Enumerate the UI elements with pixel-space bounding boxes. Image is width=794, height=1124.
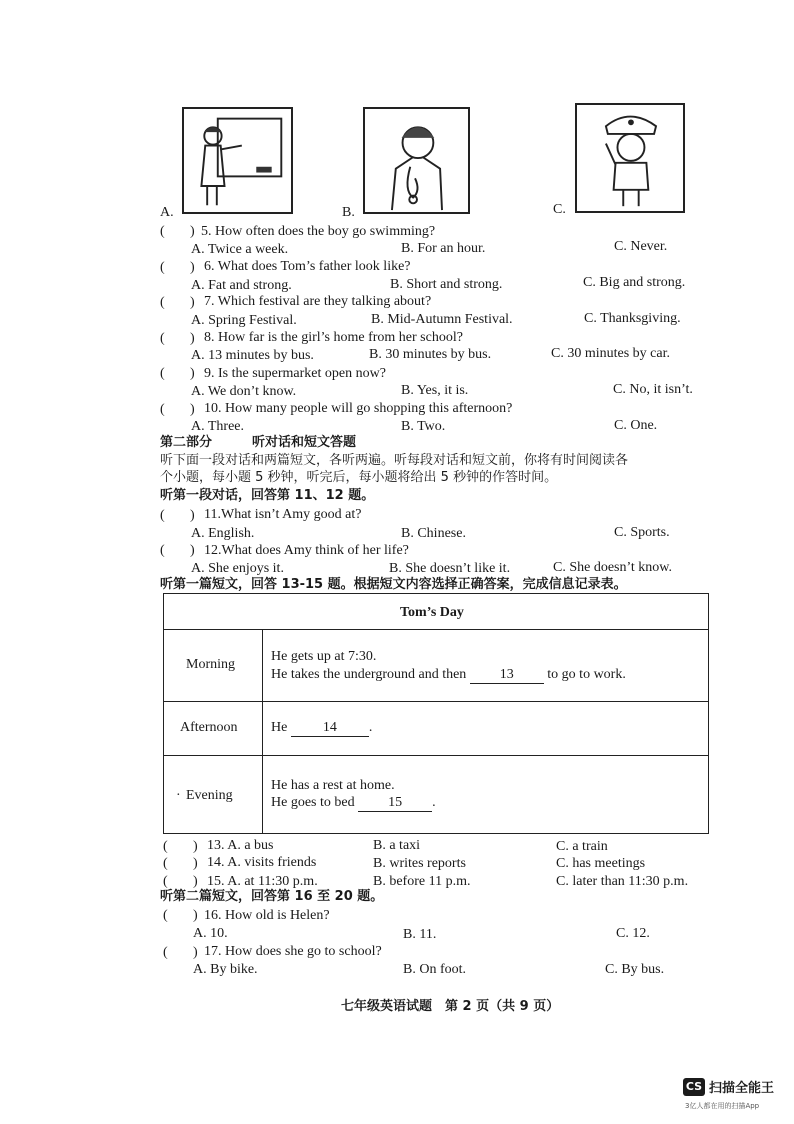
evening-line1: He has a rest at home. — [271, 778, 395, 793]
question-text: 12.What does Amy think of her life? — [204, 543, 409, 558]
option-a: A. Twice a week. — [191, 242, 289, 257]
question-text: 11.What isn’t Amy good at? — [204, 507, 362, 522]
answer-paren-close: ) — [193, 874, 198, 889]
answer-paren-close: ) — [190, 295, 195, 310]
option-c: C. later than 11:30 p.m. — [556, 874, 689, 889]
question-text: 8. How far is the girl’s home from her school? — [204, 330, 463, 345]
answer-paren-close: ) — [193, 839, 198, 854]
picture-a-label: A. — [160, 205, 174, 220]
blank-15[interactable]: 15 — [358, 795, 432, 812]
answer-paren[interactable]: ( — [160, 260, 165, 275]
answer-paren[interactable]: ( — [160, 224, 165, 239]
option-a: A. 10. — [193, 926, 228, 941]
info-table — [163, 593, 709, 834]
table-title: Tom’s Day — [400, 605, 464, 620]
picture-c-label: C. — [553, 202, 566, 217]
morning-line1: He gets up at 7:30. — [271, 649, 377, 664]
answer-paren[interactable]: ( — [163, 908, 168, 923]
option-b: B. Mid-Autumn Festival. — [371, 312, 513, 327]
answer-paren-close: ) — [193, 856, 198, 871]
answer-paren[interactable]: ( — [163, 945, 168, 960]
logo-mark: CS — [683, 1078, 705, 1096]
option-a: 13. A. a bus — [207, 838, 274, 853]
question-text: 10. How many people will go shopping this afternoon? — [204, 401, 513, 416]
answer-paren[interactable]: ( — [163, 856, 168, 871]
answer-paren[interactable]: ( — [160, 331, 165, 346]
option-b: B. Yes, it is. — [401, 383, 469, 398]
teacher-picture — [182, 107, 293, 214]
option-c: C. Thanksgiving. — [584, 311, 681, 326]
afternoon-line — [271, 720, 372, 737]
option-c: C. Sports. — [614, 525, 670, 540]
question-text: 9. Is the supermarket open now? — [204, 366, 386, 381]
afternoon-pre: He — [271, 720, 288, 735]
option-c: C. She doesn’t know. — [553, 560, 672, 575]
question-text: 6. What does Tom’s father look like? — [204, 259, 411, 274]
option-b: B. Chinese. — [401, 526, 466, 541]
answer-paren[interactable]: ( — [160, 366, 165, 381]
evening-line2-pre: He goes to bed — [271, 795, 355, 810]
question-text: 17. How does she go to school? — [204, 944, 382, 959]
option-c: C. By bus. — [605, 962, 665, 977]
answer-paren-close: ) — [190, 508, 195, 523]
option-a: A. By bike. — [193, 962, 258, 977]
option-a: A. She enjoys it. — [191, 561, 284, 576]
afternoon-label: Afternoon — [180, 720, 238, 735]
option-b: B. 11. — [403, 927, 437, 942]
logo-name: 扫描全能王 — [709, 1081, 775, 1096]
option-c: C. Big and strong. — [583, 275, 686, 290]
question-text: 7. Which festival are they talking about? — [204, 294, 432, 309]
passage1-heading: 听第一篇短文，回答 13-15 题。根据短文内容选择正确答案，完成信息记录表。 — [160, 577, 627, 592]
answer-paren-close: ) — [190, 543, 195, 558]
afternoon-post: . — [368, 720, 373, 735]
evening-label: Evening — [186, 788, 233, 803]
morning-line2-post: to go to work. — [547, 667, 626, 682]
option-a: A. 13 minutes by bus. — [191, 348, 314, 363]
option-a: 15. A. at 11:30 p.m. — [207, 874, 318, 889]
option-b: B. She doesn’t like it. — [389, 561, 511, 576]
option-b: B. Two. — [401, 419, 446, 434]
answer-paren[interactable]: ( — [160, 508, 165, 523]
option-a: A. Spring Festival. — [191, 313, 297, 328]
answer-paren-close: ) — [190, 224, 195, 239]
option-c: C. One. — [614, 418, 658, 433]
answer-paren[interactable]: ( — [160, 295, 165, 310]
answer-paren-close: ) — [193, 945, 198, 960]
passage2-heading: 听第二篇短文，回答第 16 至 20 题。 — [160, 889, 384, 904]
option-b: B. before 11 p.m. — [373, 874, 471, 889]
page-footer: 七年级英语试题 第 2 页（共 9 页） — [341, 999, 560, 1014]
dialogue-heading: 听第一段对话，回答第 11、12 题。 — [160, 488, 375, 503]
blank-13[interactable]: 13 — [470, 667, 544, 684]
option-c: C. 12. — [616, 926, 650, 941]
evening-line2-post: . — [432, 795, 436, 810]
option-b: B. writes reports — [373, 856, 466, 871]
option-b: B. 30 minutes by bus. — [369, 347, 492, 362]
question-text: 16. How old is Helen? — [204, 908, 330, 923]
answer-paren-close: ) — [193, 908, 198, 923]
answer-paren-close: ) — [190, 402, 195, 417]
logo-subtitle: 3亿人都在用的扫描App — [685, 1102, 760, 1110]
option-b: B. a taxi — [373, 838, 421, 853]
picture-b-label: B. — [342, 205, 355, 220]
part2-instructions-line1: 听下面一段对话和两篇短文，各听两遍。听每段对话和短文前，你将有时间阅读各 — [160, 453, 629, 468]
answer-paren[interactable]: ( — [163, 874, 168, 889]
option-c: C. a train — [556, 839, 608, 854]
camscanner-logo — [683, 1077, 775, 1110]
option-c: C. 30 minutes by car. — [551, 346, 670, 361]
option-b: B. On foot. — [403, 962, 466, 977]
answer-paren-close: ) — [190, 331, 195, 346]
option-c: C. has meetings — [556, 856, 646, 871]
answer-paren-close: ) — [190, 366, 195, 381]
evening-line2 — [271, 795, 436, 812]
answer-paren[interactable]: ( — [160, 402, 165, 417]
blank-14[interactable]: 14 — [291, 720, 369, 737]
doctor-picture — [363, 107, 470, 214]
option-a: A. Fat and strong. — [191, 278, 292, 293]
morning-line2-pre: He takes the underground and then — [271, 667, 467, 682]
option-a: A. Three. — [191, 419, 244, 434]
police-picture — [575, 103, 685, 213]
answer-paren[interactable]: ( — [163, 839, 168, 854]
part2-instructions-line2: 个小题，每小题 5 秒钟，听完后，每小题将给出 5 秒钟的作答时间。 — [160, 470, 558, 485]
answer-paren[interactable]: ( — [160, 543, 165, 558]
part2-title: 听对话和短文答题 — [252, 435, 357, 450]
evening-dot: · — [176, 788, 181, 803]
option-b: B. For an hour. — [401, 241, 486, 256]
option-a: A. English. — [191, 526, 255, 541]
option-a: A. We don’t know. — [191, 384, 297, 399]
answer-paren-close: ) — [190, 260, 195, 275]
question-text: 5. How often does the boy go swimming? — [201, 224, 436, 239]
morning-label: Morning — [186, 657, 235, 672]
morning-line2 — [271, 667, 626, 684]
option-a: 14. A. visits friends — [207, 855, 317, 870]
option-c: C. No, it isn’t. — [613, 382, 693, 397]
part2-number: 第二部分 — [160, 435, 213, 450]
option-b: B. Short and strong. — [390, 277, 503, 292]
option-c: C. Never. — [614, 239, 668, 254]
